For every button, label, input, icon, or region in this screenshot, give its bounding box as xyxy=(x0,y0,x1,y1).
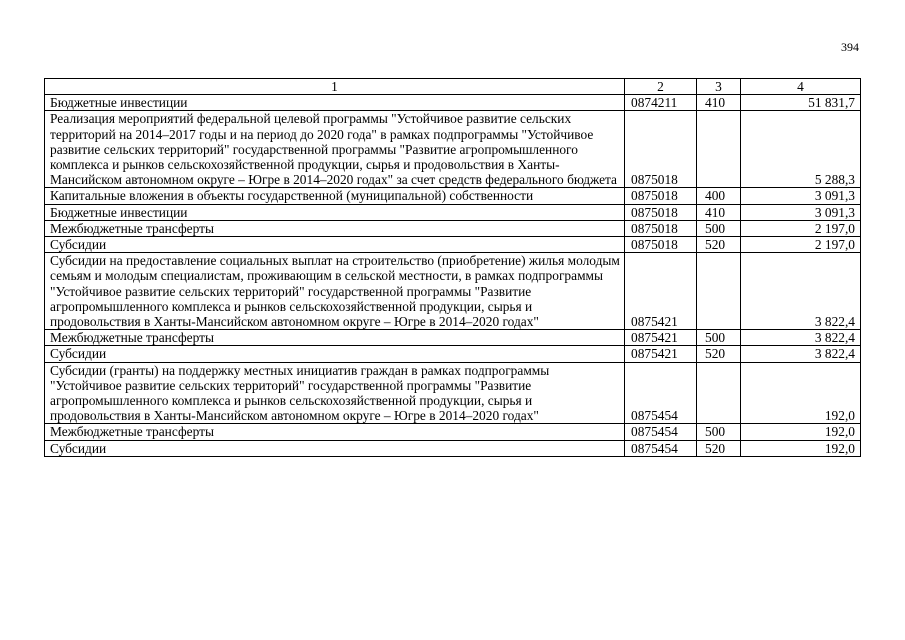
table-row xyxy=(45,111,861,188)
table-row xyxy=(45,253,861,330)
budget-table-body xyxy=(45,79,861,457)
row-amount-cell: 51 831,7 xyxy=(741,95,861,111)
row-amount-cell: 192,0 xyxy=(741,424,861,440)
table-row xyxy=(45,188,861,204)
row-code-cell: 0875454 xyxy=(625,424,697,440)
row-type-cell: 500 xyxy=(697,330,741,346)
table-row xyxy=(45,440,861,456)
row-code-cell: 0875018 xyxy=(625,111,697,188)
row-name-cell: Межбюджетные трансферты xyxy=(45,330,625,346)
row-code-cell: 0875454 xyxy=(625,440,697,456)
row-name-cell: Субсидии xyxy=(45,237,625,253)
row-name-cell: Субсидии (гранты) на поддержку местных инициатив граждан в рамках подпрограммы "Устойчивое развитие сельских территорий" государственной программы "Развитие агропромышленного комплекса и рынков сельскохозяйственной продукции, сырья и продовольствия в Ханты-Мансийском автономном округе – Югре в 2014–2020 годах" xyxy=(45,362,625,424)
row-code-cell: 0875018 xyxy=(625,237,697,253)
row-amount-cell: 192,0 xyxy=(741,362,861,424)
row-type-cell: 500 xyxy=(697,220,741,236)
row-amount-cell: 3 822,4 xyxy=(741,346,861,362)
row-code-cell: 0874211 xyxy=(625,95,697,111)
row-name-cell: Бюджетные инвестиции xyxy=(45,95,625,111)
row-name-cell: Межбюджетные трансферты xyxy=(45,220,625,236)
row-amount-cell: 3 822,4 xyxy=(741,253,861,330)
row-type-cell: 410 xyxy=(697,204,741,220)
budget-table xyxy=(44,78,861,457)
row-name-cell: Бюджетные инвестиции xyxy=(45,204,625,220)
table-row xyxy=(45,362,861,424)
row-name-cell: Реализация мероприятий федеральной целевой программы "Устойчивое развитие сельских территорий на 2014–2017 годы и на период до 2020 года" в рамках подпрограммы "Устойчивое развитие сельских территорий" государственной программы "Развитие агропромышленного комплекса и рынков сельскохозяйственной продукции, сырья и продовольствия в Ханты-Мансийском автономном округе – Югре в 2014–2020 годах" за счет средств федерального бюджета xyxy=(45,111,625,188)
row-code-cell: 0875421 xyxy=(625,253,697,330)
column-header-4: 4 xyxy=(741,79,861,95)
table-row xyxy=(45,330,861,346)
row-name-cell: Межбюджетные трансферты xyxy=(45,424,625,440)
row-type-cell xyxy=(697,111,741,188)
row-name-cell: Субсидии xyxy=(45,346,625,362)
table-row xyxy=(45,237,861,253)
row-name-cell: Капитальные вложения в объекты государственной (муниципальной) собственности xyxy=(45,188,625,204)
row-name-cell: Субсидии на предоставление социальных выплат на строительство (приобретение) жилья молодым семьям и молодым специалистам, проживающим в сельской местности, в рамках подпрограммы "Устойчивое развитие сельских территорий" государственной программы "Развитие агропромышленного комплекса и рынков сельскохозяйственной продукции, сырья и продовольствия в Ханты-Мансийском автономном округе – Югре в 2014–2020 годах" xyxy=(45,253,625,330)
table-row xyxy=(45,346,861,362)
row-code-cell: 0875421 xyxy=(625,346,697,362)
row-type-cell: 400 xyxy=(697,188,741,204)
row-code-cell: 0875018 xyxy=(625,204,697,220)
row-code-cell: 0875454 xyxy=(625,362,697,424)
table-row xyxy=(45,220,861,236)
row-type-cell xyxy=(697,253,741,330)
table-header-row xyxy=(45,79,861,95)
row-type-cell: 520 xyxy=(697,440,741,456)
row-type-cell: 520 xyxy=(697,346,741,362)
table-row xyxy=(45,204,861,220)
table-row xyxy=(45,95,861,111)
page-number: 394 xyxy=(841,40,859,54)
row-type-cell: 520 xyxy=(697,237,741,253)
row-amount-cell: 2 197,0 xyxy=(741,237,861,253)
row-code-cell: 0875018 xyxy=(625,220,697,236)
row-code-cell: 0875421 xyxy=(625,330,697,346)
table-row xyxy=(45,424,861,440)
row-type-cell: 410 xyxy=(697,95,741,111)
row-amount-cell: 3 822,4 xyxy=(741,330,861,346)
row-code-cell: 0875018 xyxy=(625,188,697,204)
row-amount-cell: 5 288,3 xyxy=(741,111,861,188)
row-type-cell: 500 xyxy=(697,424,741,440)
row-amount-cell: 3 091,3 xyxy=(741,204,861,220)
row-name-cell: Субсидии xyxy=(45,440,625,456)
column-header-3: 3 xyxy=(697,79,741,95)
row-amount-cell: 192,0 xyxy=(741,440,861,456)
column-header-2: 2 xyxy=(625,79,697,95)
column-header-1: 1 xyxy=(45,79,625,95)
row-amount-cell: 2 197,0 xyxy=(741,220,861,236)
row-amount-cell: 3 091,3 xyxy=(741,188,861,204)
row-type-cell xyxy=(697,362,741,424)
